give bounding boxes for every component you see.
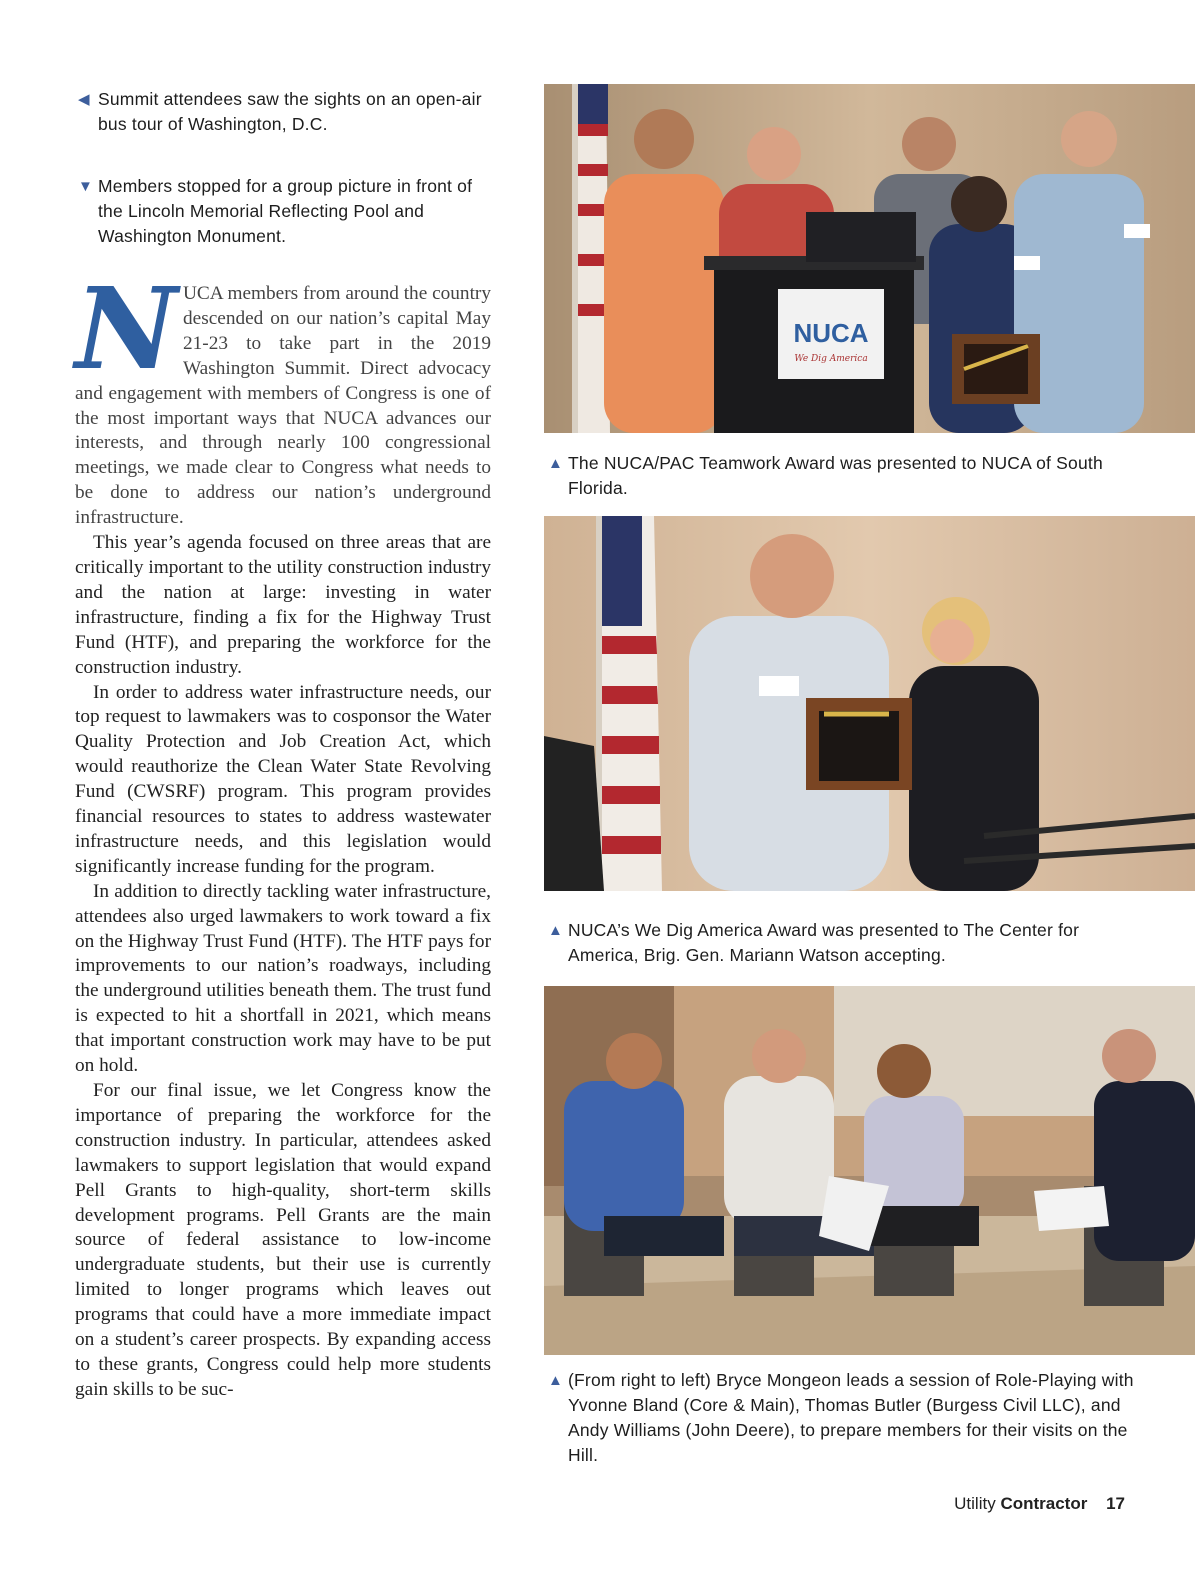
footer-brand-bold: Contractor <box>1000 1494 1088 1513</box>
photo-role-playing <box>544 986 1195 1355</box>
article-paragraph: This year’s agenda focused on three areas that are critically important to the utility construction industry and the nation at large: investing in water infrastructure, finding a fix for the Highway Trust Fund (HTF), and preparing the workforce for the construction industry. <box>75 532 491 678</box>
caption-dig-america-award <box>548 918 1128 968</box>
caption-teamwork-award <box>548 451 1128 501</box>
page-number: 17 <box>1106 1494 1125 1513</box>
article-body <box>75 264 491 1403</box>
caption-teamwork-award-text: The NUCA/PAC Teamwork Award was presented to NUCA of South Florida. <box>568 453 1103 498</box>
arrow-up-icon: ▲ <box>548 922 564 939</box>
arrow-left-icon: ◀ <box>78 91 90 108</box>
arrow-up-icon: ▲ <box>548 1372 564 1389</box>
article-paragraph: For our final issue, we let Congress know the importance of preparing the workforce for the construction industry. In particular, attendees asked lawmakers to support legislation that would expand Pell Grants to high-quality, short-term skills development programs. Pell Grants are the main source of federal assistance to low-income undergraduate students, but their use is currently limited to longer programs which leaves out programs that could have a more immediate impact on a student’s career prospects. By expanding access to these grants, Congress could help more students gain skills to be suc- <box>75 1080 491 1400</box>
caption-lincoln-text: Members stopped for a group picture in front of the Lincoln Memorial Reflecting Pool and Washington Monument. <box>98 176 473 246</box>
photo-teamwork-award <box>544 84 1195 433</box>
arrow-down-icon: ▼ <box>78 178 94 195</box>
podium-tagline: We Dig America <box>794 354 868 364</box>
article-paragraph: In addition to directly tackling water infrastructure, attendees also urged lawmakers to work toward a fix on the Highway Trust Fund (HTF). The HTF pays for improvements to our nation’s roadways, including the underground utilities beneath them. The trust fund is expected to hit a shortfall in 2021, which means that important construction work may have to be put on hold. <box>75 880 491 1077</box>
arrow-up-icon: ▲ <box>548 455 564 472</box>
article-paragraph: UCA members from around the country descended on our nation’s capital May 21-23 to take part in the 2019 Washington Summit. Direct advocacy and engagement with members of Congress is one of the most important ways that NUCA advances our interests, and through nearly 100 congressional meetings, we made clear to Congress what needs to be done to address our nation’s underground infrastructure. <box>75 283 491 529</box>
drop-cap: N <box>75 264 178 395</box>
caption-lincoln <box>78 174 498 249</box>
caption-bus-tour <box>78 87 498 137</box>
caption-dig-america-award-text: NUCA’s We Dig America Award was presented to The Center for America, Brig. Gen. Mariann Watson accepting. <box>568 920 1080 965</box>
caption-bus-tour-text: Summit attendees saw the sights on an open-air bus tour of Washington, D.C. <box>98 89 482 134</box>
caption-role-playing <box>548 1368 1148 1468</box>
caption-role-playing-text: (From right to left) Bryce Mongeon leads a session of Role-Playing with Yvonne Bland (Core & Main), Thomas Butler (Burgess Civil LLC), and Andy Williams (John Deere), to prepare members for their visits on the Hill. <box>568 1370 1134 1465</box>
footer-brand-light: Utility <box>954 1494 996 1513</box>
article-paragraph: In order to address water infrastructure needs, our top request to lawmakers was to cosponsor the Water Quality Protection and Job Creation Act, which would reauthorize the Clean Water State Revolving Fund (CWSRF) program. This program provides financial resources to states to address wastewater infrastructure needs, and this legislation would significantly increase funding for the program. <box>75 681 491 877</box>
photo-dig-america-award <box>544 516 1195 891</box>
page-footer <box>954 1494 1125 1514</box>
podium-logo: NUCA <box>793 318 869 348</box>
